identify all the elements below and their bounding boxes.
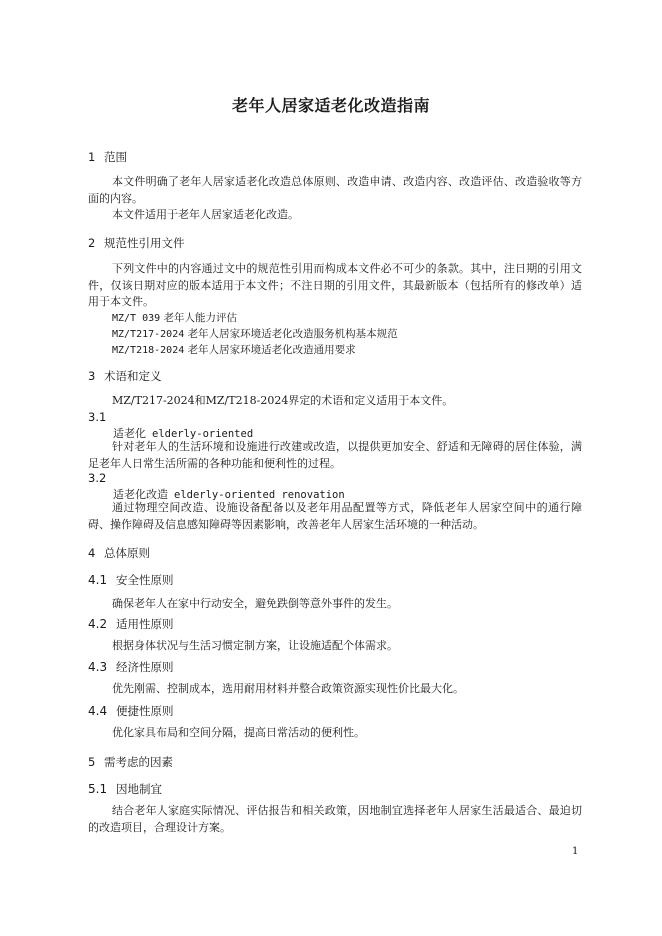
paragraph: 结合老年人家庭实际情况、评估报告和相关政策，因地制宜选择老年人居家生活最适合、最迫切的改造项目，合理设计方案。 [88, 804, 582, 834]
paragraph: 本文件适用于老年人居家适老化改造。 [112, 208, 299, 221]
section-title: 范围 [104, 150, 127, 164]
subsection-heading [88, 616, 174, 632]
subsection-number: 4.3 [88, 660, 108, 674]
subsection-heading [88, 781, 162, 797]
term-number: 3.1 [88, 410, 107, 424]
term-zh: 适老化改造 [113, 488, 168, 501]
paragraph: MZ/T217-2024和MZ/T218-2024界定的术语和定义适用于本文件。 [112, 394, 454, 407]
section-heading-3 [88, 368, 162, 384]
section-number: 3 [88, 369, 96, 383]
section-number: 4 [88, 546, 96, 560]
subsection-number: 4.2 [88, 617, 108, 631]
term-number: 3.2 [88, 471, 107, 485]
section-heading-4 [88, 545, 150, 561]
term-en: elderly-oriented [152, 428, 254, 440]
reference-name: 老年人居家环境适老化改造通用要求 [187, 344, 356, 356]
subsection-number: 5.1 [88, 782, 108, 796]
section-heading-2 [88, 235, 185, 251]
subsection-number: 4.1 [88, 573, 108, 587]
section-number: 5 [88, 755, 96, 769]
reference-code: MZ/T217-2024 [112, 329, 185, 340]
reference-item [112, 342, 356, 357]
term-definition: 通过物理空间改造、设施设备配备以及老年用品配置等方式，降低老年人居家空间中的通行障碍、操作障碍及信息感知障碍等因素影响，改善老年人居家生活环境的一种活动。 [88, 501, 582, 531]
paragraph: 下列文件中的内容通过文中的规范性引用而构成本文件必不可少的条款。其中，注日期的引用文件，仅该日期对应的版本适用于本文件；不注日期的引用文件，其最新版本（包括所有的修改单）适用于本文件。 [88, 262, 582, 308]
term-zh: 适老化 [113, 427, 146, 440]
paragraph: 确保老年人在家中行动安全，避免跌倒等意外事件的发生。 [112, 597, 398, 610]
paragraph: 优先刚需、控制成本，选用耐用材料并整合政策资源实现性价比最大化。 [112, 682, 464, 695]
term-en: elderly-oriented renovation [174, 489, 345, 501]
section-title: 规范性引用文件 [104, 236, 185, 250]
subsection-title: 安全性原则 [116, 573, 174, 587]
reference-code: MZ/T218-2024 [112, 345, 185, 356]
reference-code: MZ/T 039 [112, 313, 161, 324]
section-number: 2 [88, 236, 96, 250]
paragraph: 优化家具布局和空间分隔，提高日常活动的便利性。 [112, 726, 365, 739]
document-title: 老年人居家适老化改造指南 [231, 96, 430, 115]
section-title: 术语和定义 [104, 369, 162, 383]
section-number: 1 [88, 150, 96, 164]
subsection-title: 经济性原则 [116, 660, 174, 674]
section-title: 总体原则 [104, 546, 150, 560]
section-heading-5 [88, 754, 173, 770]
subsection-heading [88, 572, 174, 588]
subsection-title: 因地制宜 [116, 782, 162, 796]
reference-name: 老年人居家环境适老化改造服务机构基本规范 [187, 328, 398, 340]
subsection-title: 适用性原则 [116, 617, 174, 631]
reference-item [112, 310, 237, 325]
paragraph: 本文件明确了老年人居家适老化改造总体原则、改造申请、改造内容、改造评估、改造验收等方面的内容。 [88, 175, 582, 205]
subsection-heading [88, 659, 174, 675]
reference-item [112, 326, 398, 341]
term-definition: 针对老年人的生活环境和设施进行改建或改造，以提供更加安全、舒适和无障碍的居住体验，满足老年人日常生活所需的各种功能和便利性的过程。 [88, 440, 582, 470]
subsection-number: 4.4 [88, 704, 108, 718]
paragraph: 根据身体状况与生活习惯定制方案，让设施适配个体需求。 [112, 639, 398, 652]
subsection-title: 便捷性原则 [116, 704, 174, 718]
reference-name: 老年人能力评估 [163, 312, 238, 324]
section-heading-1 [88, 149, 127, 165]
page-number: 1 [572, 846, 579, 857]
section-title: 需考虑的因素 [104, 755, 173, 769]
subsection-heading [88, 703, 174, 719]
